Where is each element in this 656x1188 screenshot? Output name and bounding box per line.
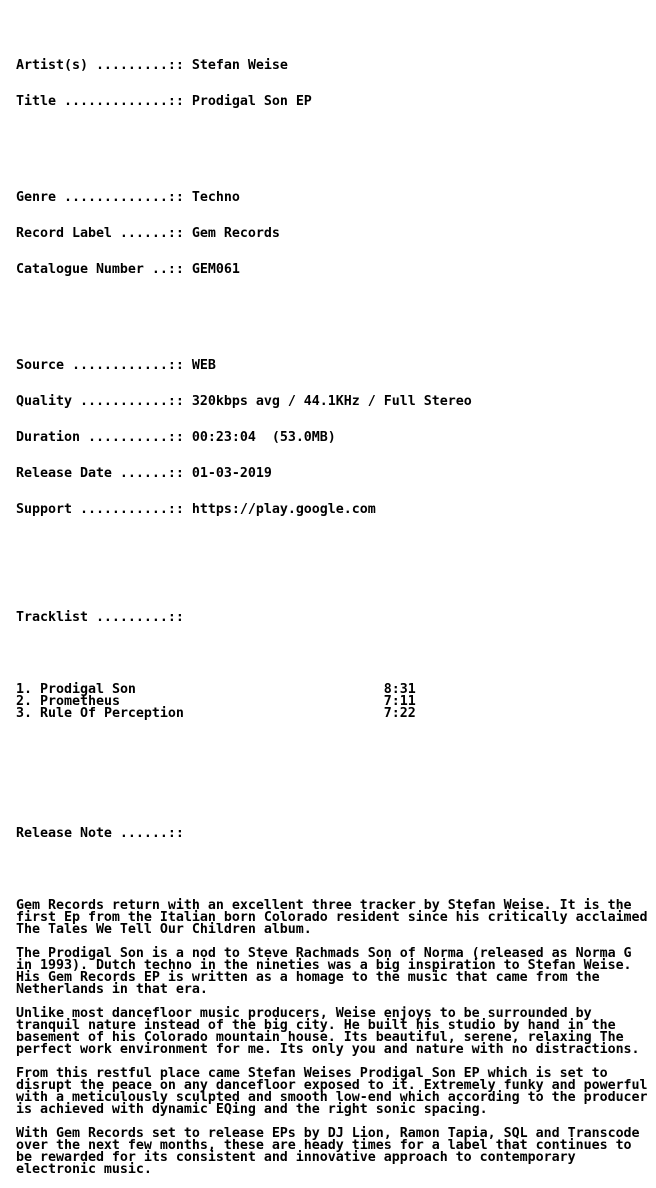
info-line-duration [16, 432, 648, 444]
spacer [16, 744, 648, 780]
info-line-source [16, 360, 648, 372]
release-note-line: tranquil nature instead of the big city. He built his studio by hand in the [16, 1018, 616, 1033]
info-line-quality [16, 396, 648, 408]
info-line-artist [16, 60, 648, 72]
spacer [16, 1116, 648, 1128]
release-note-line: perfect work environment for me. Its only you and nature with no distractions. [16, 1042, 640, 1057]
spacer [16, 864, 648, 876]
release-note-line: basement of his Colorado mountain house. Its beautiful, serene, relaxing The [16, 1030, 624, 1045]
release-note-body [16, 900, 648, 1176]
info-line-label [16, 228, 648, 240]
release-note-line: His Gem Records EP is written as a homage to the music that came from the [16, 970, 600, 985]
track-title: Rule Of Perception [40, 706, 184, 721]
info-value: Gem Records [191, 226, 280, 241]
info-key: Catalogue Number ..:: [16, 262, 184, 277]
track-number: 1. [16, 682, 32, 697]
info-key: Release Date ......:: [16, 466, 184, 481]
info-key: Record Label ......:: [16, 226, 184, 241]
track-title: Prodigal Son [40, 682, 136, 697]
release-note-line: From this restful place came Stefan Weises Prodigal Son EP which is set to [16, 1066, 608, 1081]
track-time: 7:11 [383, 694, 416, 709]
info-value: WEB [191, 358, 216, 373]
nfo-document [16, 24, 648, 1188]
spacer [16, 996, 648, 1008]
info-key: Genre .............:: [16, 190, 184, 205]
info-key: Support ...........:: [16, 502, 184, 517]
info-line-catalogue [16, 264, 648, 276]
info-value: 320kbps avg / 44.1KHz / Full Stereo [191, 394, 472, 409]
info-value: Stefan Weise [191, 58, 288, 73]
info-key: Quality ...........:: [16, 394, 184, 409]
spacer [16, 132, 648, 144]
release-note-line: The Prodigal Son is a nod to Steve Rachmads Son of Norma (released as Norma G [16, 946, 632, 961]
track-time: 8:31 [383, 682, 416, 697]
release-note-line: The Tales We Tell Our Children album. [16, 922, 312, 937]
release-note-line: is achieved with dynamic EQing and the right sonic spacing. [16, 1102, 488, 1117]
spacer [16, 936, 648, 948]
info-line-release-date [16, 468, 648, 480]
release-note-line: be rewarded for its consistent and innovative approach to contemporary [16, 1150, 576, 1165]
release-note-header: Release Note ......:: [16, 826, 184, 841]
track-row [16, 708, 648, 720]
tracklist-header: Tracklist .........:: [16, 610, 184, 625]
track-time: 7:22 [383, 706, 416, 721]
release-note-line: in 1993). Dutch techno in the nineties was a big inspiration to Stefan Weise. [16, 958, 632, 973]
info-line-title [16, 96, 648, 108]
info-value: https://play.google.com [191, 502, 376, 517]
release-note-line: disrupt the peace on any dancefloor exposed to it. Extremely funky and powerful [16, 1078, 648, 1093]
info-line-genre [16, 192, 648, 204]
spacer [16, 648, 648, 660]
spacer [16, 1056, 648, 1068]
release-note-line: Netherlands in that era. [16, 982, 208, 997]
info-value: Techno [191, 190, 240, 205]
tracklist [16, 684, 648, 720]
release-note-line: with a meticulously sculpted and smooth low-end which according to the producer [16, 1090, 648, 1105]
release-note-line: over the next few months, these are heady times for a label that continues to [16, 1138, 632, 1153]
info-value: 00:23:04 (53.0MB) [191, 430, 336, 445]
spacer [16, 300, 648, 312]
track-number: 2. [16, 694, 32, 709]
info-value: Prodigal Son EP [191, 94, 312, 109]
release-note-line: Unlike most dancefloor music producers, Weise enjoys to be surrounded by [16, 1006, 592, 1021]
release-note-line: With Gem Records set to release EPs by DJ Lion, Ramon Tapia, SQL and Transcode [16, 1126, 640, 1141]
track-number: 3. [16, 706, 32, 721]
info-key: Duration ..........:: [16, 430, 184, 445]
track-title: Prometheus [40, 694, 120, 709]
info-key: Title .............:: [16, 94, 184, 109]
info-line-support [16, 504, 648, 516]
info-value: 01-03-2019 [191, 466, 272, 481]
release-note-line: electronic music. [16, 1162, 152, 1177]
release-note-line: first Ep from the Italian born Colorado resident since his critically acclaimed [16, 910, 648, 925]
release-note-line: Gem Records return with an excellent three tracker by Stefan Weise. It is the [16, 898, 632, 913]
info-key: Artist(s) .........:: [16, 58, 184, 73]
info-value: GEM061 [191, 262, 240, 277]
spacer [16, 540, 648, 564]
info-key: Source ............:: [16, 358, 184, 373]
